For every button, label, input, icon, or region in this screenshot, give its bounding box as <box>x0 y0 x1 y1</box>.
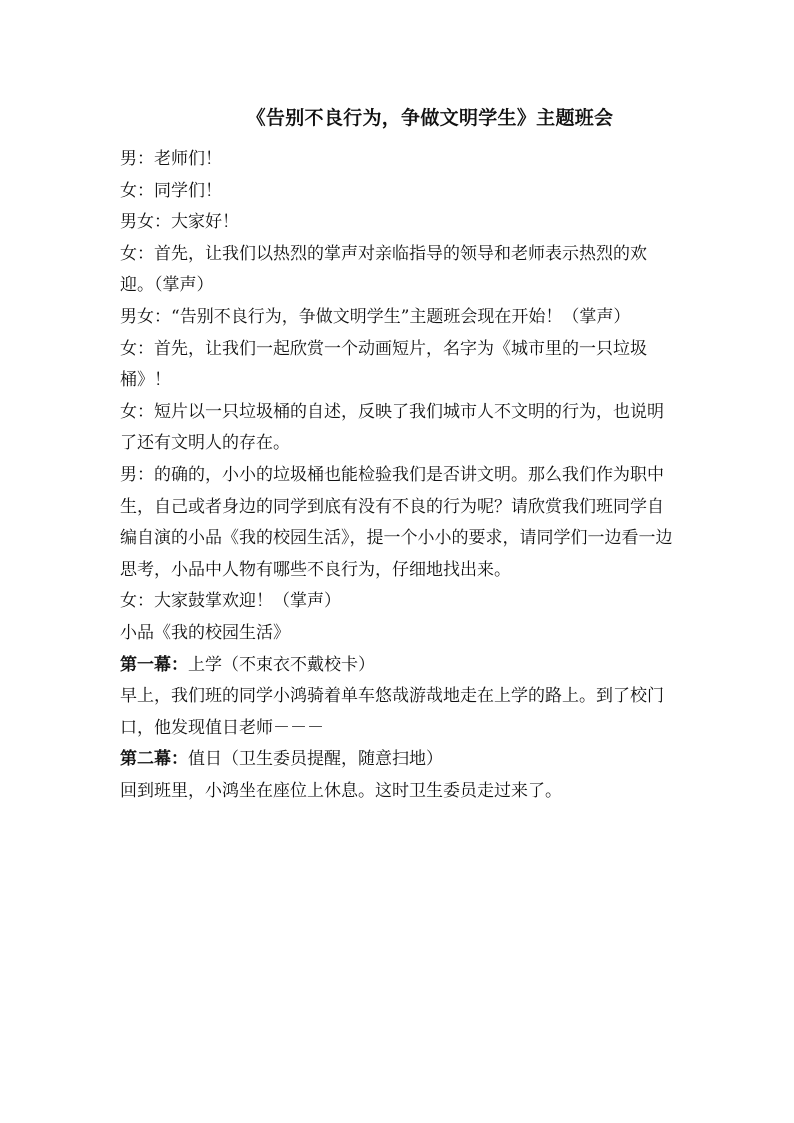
paragraph-animation-summary <box>120 397 680 460</box>
paragraph-text: 男女：大家好！ <box>120 212 239 233</box>
paragraph-text: 男：老师们！ <box>120 149 222 169</box>
paragraph-text: 女：短片以一只垃圾桶的自述，反映了我们城市人不文明的行为，也说明了还有文明人的存在。 <box>120 401 664 454</box>
paragraph-text: 上学（不束衣不戴校卡） <box>188 654 375 675</box>
paragraph-skit-title <box>120 618 680 650</box>
paragraph-act-one <box>120 650 680 682</box>
paragraph-text: 值日（卫生委员提醒，随意扫地） <box>188 749 443 770</box>
paragraph-text: 女：同学们！ <box>120 180 222 201</box>
paragraph-text: 早上，我们班的同学小鸿骑着单车悠哉游哉地走在上学的路上。到了校门口，他发现值日老师－－－ <box>120 686 664 738</box>
paragraph-act-one-description <box>120 681 680 744</box>
act-label: 第二幕： <box>120 749 188 770</box>
paragraph-male-teachers <box>120 144 680 176</box>
paragraph-text: 女：首先，让我们一起欣赏一个动画短片，名字为《城市里的一只垃圾桶》！ <box>120 338 647 391</box>
paragraph-act-two-description <box>120 776 680 808</box>
act-label: 第一幕： <box>120 654 188 675</box>
paragraph-text: 小品《我的校园生活》 <box>120 622 290 643</box>
document-body <box>120 144 680 807</box>
paragraph-skit-intro <box>120 460 680 586</box>
paragraph-welcome <box>120 239 680 302</box>
document-title: 《告别不良行为，争做文明学生》主题班会 <box>246 107 614 129</box>
paragraph-applause <box>120 586 680 618</box>
paragraph-text: 女：大家鼓掌欢迎！（掌声） <box>120 591 341 612</box>
paragraph-text: 女：首先，让我们以热烈的掌声对亲临指导的领导和老师表示热烈的欢迎。（掌声） <box>120 243 647 296</box>
paragraph-text: 男：的确的，小小的垃圾桶也能检验我们是否讲文明。那么我们作为职中生，自己或者身边的同学到底有没有不良的行为呢？请欣赏我们班同学自编自演的小品《我的校园生活》，提一个小小的要求，请同学们一边看一边思考，小品中人物有哪些不良行为，仔细地找出来。 <box>120 464 673 580</box>
paragraph-female-students <box>120 176 680 208</box>
paragraph-text: 男女：“告别不良行为，争做文明学生”主题班会现在开始！（掌声） <box>120 306 631 327</box>
paragraph-text: 回到班里，小鸿坐在座位上休息。这时卫生委员走过来了。 <box>120 780 562 801</box>
paragraph-animation <box>120 334 680 397</box>
paragraph-act-two <box>120 744 680 776</box>
paragraph-opening <box>120 302 680 334</box>
paragraph-greeting <box>120 207 680 239</box>
